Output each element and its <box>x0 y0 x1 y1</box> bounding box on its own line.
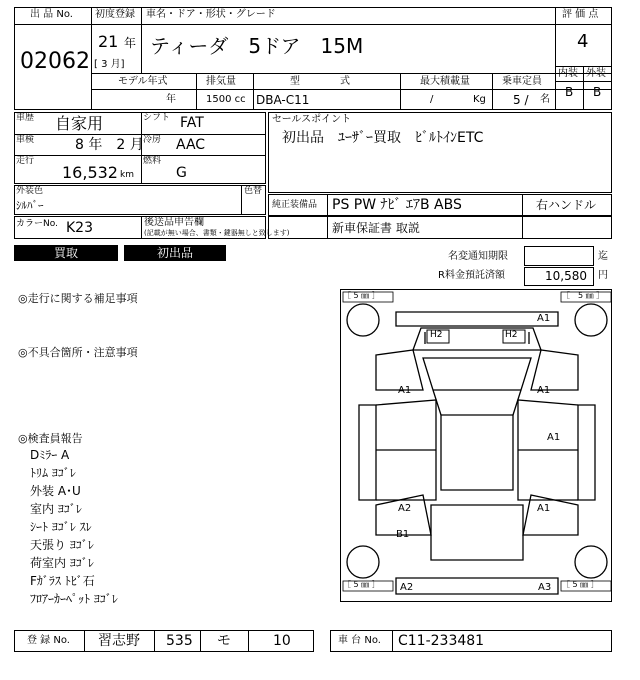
later-label: 後送品申告欄 <box>144 217 204 228</box>
reg-area: 習志野 <box>98 633 140 649</box>
max-load-label: 最大積載量 <box>420 76 470 87</box>
name-change-unit: 迄 <box>598 251 608 262</box>
chassis-label: 車 台 No. <box>338 635 381 646</box>
mark-bumper-right: A3 <box>538 582 552 593</box>
year-unit: 年 <box>124 36 137 50</box>
displacement: 1500 cc <box>206 94 246 105</box>
reg-class: 535 <box>166 633 193 649</box>
remark-item: ﾌﾛｱｰｶｰﾍﾟｯﾄ ﾖｺﾞﾚ <box>30 592 118 606</box>
mark-front-left: A1 <box>398 385 412 396</box>
recycle-unit: 円 <box>598 270 608 281</box>
reg-kana: モ <box>217 633 231 649</box>
tire-rr: ［ 5 ㎜ ］ <box>562 580 599 589</box>
remark-item: 外装 A･U <box>30 484 81 498</box>
mark-front-right: A1 <box>537 385 551 396</box>
ac-label: 冷房 <box>143 135 162 145</box>
interior-grade: B <box>565 85 574 99</box>
remark-item: Dﾐﾗｰ A <box>30 448 70 462</box>
mileage-label: 走行 <box>16 156 35 166</box>
color-no-label: カラーNo. <box>16 219 58 229</box>
ext-color: ｼﾙﾊﾞｰ <box>16 199 44 212</box>
color-no: K23 <box>66 220 93 236</box>
defect-label: ◎不具合箇所・注意事項 <box>18 346 138 359</box>
ext-color-label: 外装色 <box>16 186 44 196</box>
displacement-label: 排気量 <box>206 76 236 87</box>
load-unit: Kg <box>473 94 486 105</box>
model-year-label: モデル年式 <box>118 76 168 87</box>
recycle-label: R料金預託済額 <box>438 270 505 281</box>
interior-label: 内装 <box>558 68 578 79</box>
mark-h2-right: H2 <box>505 330 518 340</box>
mark-rear-left-b: B1 <box>396 529 410 540</box>
first-reg-year: 21 <box>98 32 119 51</box>
fuel-label: 燃料 <box>143 156 162 166</box>
history-label: 車歴 <box>16 113 35 123</box>
inspector-label: ◎検査員報告 <box>18 432 83 445</box>
capacity-unit: 名 <box>540 94 550 105</box>
mark-bumper-left: A2 <box>400 582 414 593</box>
type-value: DBA-C11 <box>256 93 310 107</box>
inspection: 8 年 2 月 <box>75 137 144 153</box>
mileage: 16,532 <box>62 163 118 182</box>
exterior-grade: B <box>593 85 602 99</box>
mark-right-side: A1 <box>547 432 561 443</box>
tire-rl: ［ 5 ㎜ ］ <box>343 580 380 589</box>
name-change-box <box>524 246 594 266</box>
tag-first: 初出品 <box>124 245 226 261</box>
reg-label: 登 録 No. <box>27 635 70 646</box>
shift: FAT <box>180 115 204 131</box>
ac: AAC <box>176 137 206 153</box>
chassis-no: C11-233481 <box>398 633 485 649</box>
max-load: / <box>430 94 434 105</box>
car-name: ティーダ 5ドア 15M <box>150 34 364 58</box>
ext-color-box <box>14 185 266 215</box>
fuel: G <box>176 165 187 181</box>
car-name-label: 車名・ドア・形状・グレード <box>146 9 276 20</box>
mark-hood: A1 <box>537 313 551 324</box>
recycle-value: 10,580 <box>545 269 587 283</box>
exterior-label: 外装 <box>586 68 606 79</box>
remark-item: 荷室内 ﾖｺﾞﾚ <box>30 556 94 570</box>
shift-label: シフト <box>143 113 171 123</box>
tire-fl: ［ 5 ㎜ ］ <box>343 291 380 300</box>
model-year-unit: 年 <box>166 94 176 105</box>
lot-no: 02062 <box>20 49 90 74</box>
first-reg-month: [ 3 月] <box>94 59 125 70</box>
name-change-label: 名変通知期限 <box>448 251 508 262</box>
warranty-box <box>268 216 612 239</box>
car-diagram <box>340 289 612 602</box>
remark-item: ﾄﾘﾑ ﾖｺﾞﾚ <box>30 466 76 480</box>
sales-point: 初出品 ﾕｰｻﾞｰ買取 ﾋﾞﾙﾄｲﾝETC <box>282 130 484 146</box>
car-outline <box>341 290 613 603</box>
lot-no-label: 出 品 No. <box>30 9 73 20</box>
equipment-label: 純正装備品 <box>272 200 318 210</box>
capacity: 5 / <box>513 93 529 107</box>
later-note: (記載が無い場合、書類・鍵器無しと致します) <box>144 229 290 237</box>
warranty: 新車保証書 取説 <box>332 221 420 235</box>
first-reg-label: 初度登録 <box>95 9 135 20</box>
remark-item: Fｶﾞﾗｽ ﾄﾋﾞ石 <box>30 574 95 588</box>
remark-item: 室内 ﾖｺﾞﾚ <box>30 502 82 516</box>
score-label: 評 価 点 <box>562 9 599 20</box>
mileage-unit: km <box>120 170 134 180</box>
tag-buy: 買取 <box>14 245 118 261</box>
capacity-label: 乗車定員 <box>502 76 542 87</box>
reg-number: 10 <box>273 633 291 649</box>
remark-item: 天張り ﾖｺﾞﾚ <box>30 538 94 552</box>
mark-rear-right: A1 <box>537 503 551 514</box>
remark-item: ｼｰﾄ ﾖｺﾞﾚ ｽﾚ <box>30 520 92 534</box>
type-label: 型 式 <box>290 76 350 87</box>
equipment: PS PW ﾅﾋﾞ ｴｱB ABS <box>332 197 462 213</box>
tire-fr: ［ 5 ㎜ ］ <box>562 291 605 300</box>
driving-label: ◎走行に関する補足事項 <box>18 292 138 305</box>
handle: 右ハンドル <box>536 198 597 212</box>
color-change-label: 色替 <box>244 186 263 196</box>
mark-left-rear: A2 <box>398 503 412 514</box>
mark-h2-left: H2 <box>430 330 443 340</box>
history: 自家用 <box>55 114 104 133</box>
sales-point-label: セールスポイント <box>272 114 352 125</box>
score: 4 <box>577 31 589 52</box>
inspection-label: 車検 <box>16 135 35 145</box>
